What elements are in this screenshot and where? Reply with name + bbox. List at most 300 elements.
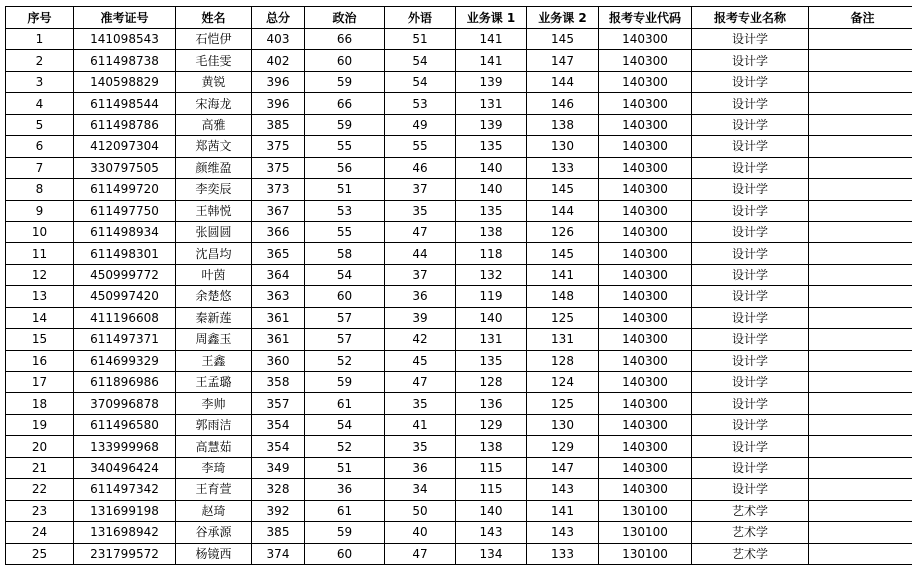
name-cell: 高慧茹 [176, 436, 252, 457]
name-cell: 谷承源 [176, 522, 252, 543]
major-code-cell: 140300 [599, 479, 692, 500]
exam-id-cell: 450997420 [74, 286, 176, 307]
major-code-cell: 140300 [599, 136, 692, 157]
politics-cell: 36 [305, 479, 385, 500]
total-cell: 361 [252, 329, 305, 350]
name-cell: 王鑫 [176, 350, 252, 371]
col-header-course-2: 业务课 2 [527, 7, 599, 29]
total-cell: 354 [252, 414, 305, 435]
course-1-cell: 140 [456, 500, 527, 521]
politics-cell: 55 [305, 136, 385, 157]
course-1-cell: 131 [456, 93, 527, 114]
total-cell: 363 [252, 286, 305, 307]
table-row [6, 157, 912, 178]
major-code-cell: 140300 [599, 243, 692, 264]
exam-id-cell: 131699198 [74, 500, 176, 521]
major-name-cell: 设计学 [692, 29, 809, 50]
politics-cell: 52 [305, 436, 385, 457]
major-code-cell: 140300 [599, 50, 692, 71]
course-1-cell: 128 [456, 372, 527, 393]
table-body [6, 29, 912, 565]
table-row [6, 286, 912, 307]
course-2-cell: 145 [527, 179, 599, 200]
major-code-cell: 140300 [599, 436, 692, 457]
exam-id-cell: 614699329 [74, 350, 176, 371]
name-cell: 杨镜西 [176, 543, 252, 564]
header-row [6, 7, 912, 29]
major-code-cell: 140300 [599, 264, 692, 285]
foreign-language-cell: 44 [385, 243, 456, 264]
col-header-seq: 序号 [6, 7, 74, 29]
name-cell: 宋海龙 [176, 93, 252, 114]
table-row [6, 93, 912, 114]
remarks-cell [809, 71, 912, 92]
name-cell: 赵琦 [176, 500, 252, 521]
major-code-cell: 140300 [599, 372, 692, 393]
course-2-cell: 143 [527, 479, 599, 500]
remarks-cell [809, 157, 912, 178]
name-cell: 毛佳雯 [176, 50, 252, 71]
seq-cell: 11 [6, 243, 74, 264]
major-name-cell: 设计学 [692, 414, 809, 435]
col-header-remarks: 备注 [809, 7, 912, 29]
seq-cell: 14 [6, 307, 74, 328]
foreign-language-cell: 39 [385, 307, 456, 328]
exam-id-cell: 370996878 [74, 393, 176, 414]
name-cell: 秦新莲 [176, 307, 252, 328]
remarks-cell [809, 393, 912, 414]
remarks-cell [809, 114, 912, 135]
foreign-language-cell: 35 [385, 436, 456, 457]
seq-cell: 1 [6, 29, 74, 50]
table-row [6, 200, 912, 221]
total-cell: 375 [252, 157, 305, 178]
course-2-cell: 145 [527, 29, 599, 50]
exam-id-cell: 140598829 [74, 71, 176, 92]
name-cell: 郑茜文 [176, 136, 252, 157]
major-name-cell: 设计学 [692, 307, 809, 328]
table-row [6, 114, 912, 135]
exam-id-cell: 450999772 [74, 264, 176, 285]
foreign-language-cell: 47 [385, 543, 456, 564]
seq-cell: 15 [6, 329, 74, 350]
seq-cell: 25 [6, 543, 74, 564]
name-cell: 沈昌均 [176, 243, 252, 264]
table-row [6, 50, 912, 71]
seq-cell: 21 [6, 457, 74, 478]
remarks-cell [809, 221, 912, 242]
politics-cell: 60 [305, 286, 385, 307]
foreign-language-cell: 40 [385, 522, 456, 543]
course-2-cell: 129 [527, 436, 599, 457]
major-code-cell: 140300 [599, 157, 692, 178]
exam-id-cell: 131698942 [74, 522, 176, 543]
course-1-cell: 139 [456, 114, 527, 135]
major-name-cell: 设计学 [692, 329, 809, 350]
seq-cell: 9 [6, 200, 74, 221]
major-code-cell: 140300 [599, 393, 692, 414]
seq-cell: 12 [6, 264, 74, 285]
remarks-cell [809, 522, 912, 543]
exam-id-cell: 611498738 [74, 50, 176, 71]
remarks-cell [809, 179, 912, 200]
table-row [6, 457, 912, 478]
course-2-cell: 138 [527, 114, 599, 135]
remarks-cell [809, 350, 912, 371]
seq-cell: 4 [6, 93, 74, 114]
exam-id-cell: 412097304 [74, 136, 176, 157]
major-code-cell: 140300 [599, 350, 692, 371]
major-code-cell: 140300 [599, 414, 692, 435]
major-name-cell: 设计学 [692, 221, 809, 242]
course-1-cell: 119 [456, 286, 527, 307]
total-cell: 367 [252, 200, 305, 221]
remarks-cell [809, 136, 912, 157]
major-name-cell: 设计学 [692, 200, 809, 221]
major-name-cell: 设计学 [692, 157, 809, 178]
table-row [6, 350, 912, 371]
major-code-cell: 140300 [599, 71, 692, 92]
total-cell: 374 [252, 543, 305, 564]
col-header-major-code: 报考专业代码 [599, 7, 692, 29]
politics-cell: 60 [305, 543, 385, 564]
course-1-cell: 138 [456, 436, 527, 457]
major-code-cell: 140300 [599, 93, 692, 114]
course-1-cell: 143 [456, 522, 527, 543]
major-name-cell: 艺术学 [692, 500, 809, 521]
major-name-cell: 艺术学 [692, 522, 809, 543]
course-2-cell: 124 [527, 372, 599, 393]
major-code-cell: 140300 [599, 179, 692, 200]
major-code-cell: 140300 [599, 114, 692, 135]
course-2-cell: 130 [527, 414, 599, 435]
foreign-language-cell: 45 [385, 350, 456, 371]
name-cell: 李奕辰 [176, 179, 252, 200]
col-header-foreign-language: 外语 [385, 7, 456, 29]
foreign-language-cell: 36 [385, 286, 456, 307]
course-2-cell: 144 [527, 71, 599, 92]
total-cell: 365 [252, 243, 305, 264]
name-cell: 李帅 [176, 393, 252, 414]
course-1-cell: 140 [456, 307, 527, 328]
seq-cell: 6 [6, 136, 74, 157]
name-cell: 石恺伊 [176, 29, 252, 50]
major-code-cell: 140300 [599, 307, 692, 328]
course-1-cell: 118 [456, 243, 527, 264]
total-cell: 385 [252, 522, 305, 543]
remarks-cell [809, 457, 912, 478]
exam-id-cell: 141098543 [74, 29, 176, 50]
table-row [6, 393, 912, 414]
politics-cell: 52 [305, 350, 385, 371]
table-row [6, 522, 912, 543]
course-1-cell: 135 [456, 200, 527, 221]
exam-id-cell: 133999968 [74, 436, 176, 457]
remarks-cell [809, 307, 912, 328]
course-2-cell: 141 [527, 500, 599, 521]
exam-id-cell: 611498544 [74, 93, 176, 114]
remarks-cell [809, 543, 912, 564]
name-cell: 颜维盈 [176, 157, 252, 178]
course-1-cell: 139 [456, 71, 527, 92]
foreign-language-cell: 35 [385, 200, 456, 221]
total-cell: 360 [252, 350, 305, 371]
course-1-cell: 140 [456, 157, 527, 178]
foreign-language-cell: 42 [385, 329, 456, 350]
politics-cell: 54 [305, 414, 385, 435]
course-2-cell: 148 [527, 286, 599, 307]
foreign-language-cell: 41 [385, 414, 456, 435]
major-name-cell: 设计学 [692, 350, 809, 371]
table-row [6, 179, 912, 200]
exam-id-cell: 411196608 [74, 307, 176, 328]
remarks-cell [809, 243, 912, 264]
course-1-cell: 129 [456, 414, 527, 435]
remarks-cell [809, 93, 912, 114]
major-code-cell: 140300 [599, 457, 692, 478]
name-cell: 王韩悦 [176, 200, 252, 221]
foreign-language-cell: 49 [385, 114, 456, 135]
exam-id-cell: 611497371 [74, 329, 176, 350]
politics-cell: 51 [305, 179, 385, 200]
exam-id-cell: 611498934 [74, 221, 176, 242]
course-2-cell: 128 [527, 350, 599, 371]
col-header-course-1: 业务课 1 [456, 7, 527, 29]
politics-cell: 59 [305, 71, 385, 92]
seq-cell: 8 [6, 179, 74, 200]
foreign-language-cell: 55 [385, 136, 456, 157]
major-code-cell: 140300 [599, 286, 692, 307]
major-name-cell: 设计学 [692, 179, 809, 200]
politics-cell: 66 [305, 93, 385, 114]
major-name-cell: 设计学 [692, 114, 809, 135]
total-cell: 402 [252, 50, 305, 71]
politics-cell: 66 [305, 29, 385, 50]
course-1-cell: 115 [456, 479, 527, 500]
table-row [6, 436, 912, 457]
course-2-cell: 133 [527, 157, 599, 178]
exam-id-cell: 611497750 [74, 200, 176, 221]
course-1-cell: 138 [456, 221, 527, 242]
exam-id-cell: 330797505 [74, 157, 176, 178]
remarks-cell [809, 436, 912, 457]
table-row [6, 543, 912, 564]
course-2-cell: 146 [527, 93, 599, 114]
course-1-cell: 141 [456, 50, 527, 71]
remarks-cell [809, 264, 912, 285]
name-cell: 周鑫玉 [176, 329, 252, 350]
exam-id-cell: 611896986 [74, 372, 176, 393]
total-cell: 392 [252, 500, 305, 521]
exam-id-cell: 611498786 [74, 114, 176, 135]
total-cell: 364 [252, 264, 305, 285]
course-2-cell: 125 [527, 307, 599, 328]
total-cell: 328 [252, 479, 305, 500]
major-name-cell: 设计学 [692, 457, 809, 478]
course-2-cell: 130 [527, 136, 599, 157]
remarks-cell [809, 200, 912, 221]
major-name-cell: 设计学 [692, 50, 809, 71]
major-name-cell: 设计学 [692, 286, 809, 307]
total-cell: 396 [252, 93, 305, 114]
table-row [6, 29, 912, 50]
course-1-cell: 135 [456, 350, 527, 371]
seq-cell: 10 [6, 221, 74, 242]
remarks-cell [809, 479, 912, 500]
seq-cell: 17 [6, 372, 74, 393]
course-1-cell: 131 [456, 329, 527, 350]
total-cell: 357 [252, 393, 305, 414]
table-row [6, 136, 912, 157]
course-2-cell: 133 [527, 543, 599, 564]
course-2-cell: 147 [527, 457, 599, 478]
major-code-cell: 130100 [599, 500, 692, 521]
foreign-language-cell: 50 [385, 500, 456, 521]
foreign-language-cell: 37 [385, 179, 456, 200]
politics-cell: 53 [305, 200, 385, 221]
remarks-cell [809, 286, 912, 307]
total-cell: 354 [252, 436, 305, 457]
table-row [6, 264, 912, 285]
remarks-cell [809, 414, 912, 435]
politics-cell: 55 [305, 221, 385, 242]
total-cell: 358 [252, 372, 305, 393]
major-code-cell: 140300 [599, 221, 692, 242]
table-row [6, 329, 912, 350]
table-row [6, 500, 912, 521]
foreign-language-cell: 51 [385, 29, 456, 50]
seq-cell: 22 [6, 479, 74, 500]
politics-cell: 59 [305, 114, 385, 135]
foreign-language-cell: 54 [385, 71, 456, 92]
major-name-cell: 设计学 [692, 136, 809, 157]
total-cell: 403 [252, 29, 305, 50]
remarks-cell [809, 500, 912, 521]
remarks-cell [809, 29, 912, 50]
politics-cell: 59 [305, 522, 385, 543]
major-name-cell: 设计学 [692, 372, 809, 393]
politics-cell: 61 [305, 393, 385, 414]
name-cell: 王孟璐 [176, 372, 252, 393]
course-2-cell: 143 [527, 522, 599, 543]
seq-cell: 2 [6, 50, 74, 71]
politics-cell: 60 [305, 50, 385, 71]
table-row [6, 479, 912, 500]
foreign-language-cell: 47 [385, 372, 456, 393]
exam-id-cell: 340496424 [74, 457, 176, 478]
major-code-cell: 130100 [599, 522, 692, 543]
name-cell: 黄锐 [176, 71, 252, 92]
remarks-cell [809, 50, 912, 71]
politics-cell: 58 [305, 243, 385, 264]
seq-cell: 20 [6, 436, 74, 457]
foreign-language-cell: 46 [385, 157, 456, 178]
name-cell: 王育萱 [176, 479, 252, 500]
course-1-cell: 115 [456, 457, 527, 478]
exam-id-cell: 611496580 [74, 414, 176, 435]
course-2-cell: 126 [527, 221, 599, 242]
foreign-language-cell: 34 [385, 479, 456, 500]
col-header-major-name: 报考专业名称 [692, 7, 809, 29]
politics-cell: 61 [305, 500, 385, 521]
course-1-cell: 135 [456, 136, 527, 157]
course-2-cell: 131 [527, 329, 599, 350]
major-name-cell: 设计学 [692, 479, 809, 500]
course-2-cell: 147 [527, 50, 599, 71]
course-1-cell: 140 [456, 179, 527, 200]
total-cell: 373 [252, 179, 305, 200]
table-row [6, 414, 912, 435]
major-code-cell: 130100 [599, 543, 692, 564]
major-name-cell: 设计学 [692, 93, 809, 114]
seq-cell: 24 [6, 522, 74, 543]
foreign-language-cell: 54 [385, 50, 456, 71]
major-code-cell: 140300 [599, 329, 692, 350]
major-code-cell: 140300 [599, 29, 692, 50]
major-name-cell: 艺术学 [692, 543, 809, 564]
major-name-cell: 设计学 [692, 264, 809, 285]
seq-cell: 7 [6, 157, 74, 178]
seq-cell: 23 [6, 500, 74, 521]
col-header-total: 总分 [252, 7, 305, 29]
exam-id-cell: 611497342 [74, 479, 176, 500]
seq-cell: 3 [6, 71, 74, 92]
foreign-language-cell: 37 [385, 264, 456, 285]
politics-cell: 56 [305, 157, 385, 178]
total-cell: 375 [252, 136, 305, 157]
name-cell: 郭雨洁 [176, 414, 252, 435]
table-row [6, 243, 912, 264]
politics-cell: 51 [305, 457, 385, 478]
course-2-cell: 141 [527, 264, 599, 285]
total-cell: 349 [252, 457, 305, 478]
name-cell: 叶茵 [176, 264, 252, 285]
name-cell: 张圆圆 [176, 221, 252, 242]
major-name-cell: 设计学 [692, 243, 809, 264]
name-cell: 李琦 [176, 457, 252, 478]
seq-cell: 18 [6, 393, 74, 414]
foreign-language-cell: 36 [385, 457, 456, 478]
course-2-cell: 125 [527, 393, 599, 414]
remarks-cell [809, 329, 912, 350]
col-header-name: 姓名 [176, 7, 252, 29]
foreign-language-cell: 53 [385, 93, 456, 114]
major-name-cell: 设计学 [692, 393, 809, 414]
politics-cell: 59 [305, 372, 385, 393]
politics-cell: 57 [305, 307, 385, 328]
exam-id-cell: 611499720 [74, 179, 176, 200]
col-header-exam-id: 准考证号 [74, 7, 176, 29]
name-cell: 余楚悠 [176, 286, 252, 307]
major-code-cell: 140300 [599, 200, 692, 221]
course-1-cell: 136 [456, 393, 527, 414]
politics-cell: 57 [305, 329, 385, 350]
politics-cell: 54 [305, 264, 385, 285]
course-2-cell: 145 [527, 243, 599, 264]
seq-cell: 16 [6, 350, 74, 371]
seq-cell: 19 [6, 414, 74, 435]
course-2-cell: 144 [527, 200, 599, 221]
exam-id-cell: 231799572 [74, 543, 176, 564]
score-sheet [5, 6, 912, 565]
score-table [5, 6, 912, 565]
exam-id-cell: 611498301 [74, 243, 176, 264]
seq-cell: 13 [6, 286, 74, 307]
course-1-cell: 134 [456, 543, 527, 564]
foreign-language-cell: 47 [385, 221, 456, 242]
major-name-cell: 设计学 [692, 436, 809, 457]
table-row [6, 71, 912, 92]
